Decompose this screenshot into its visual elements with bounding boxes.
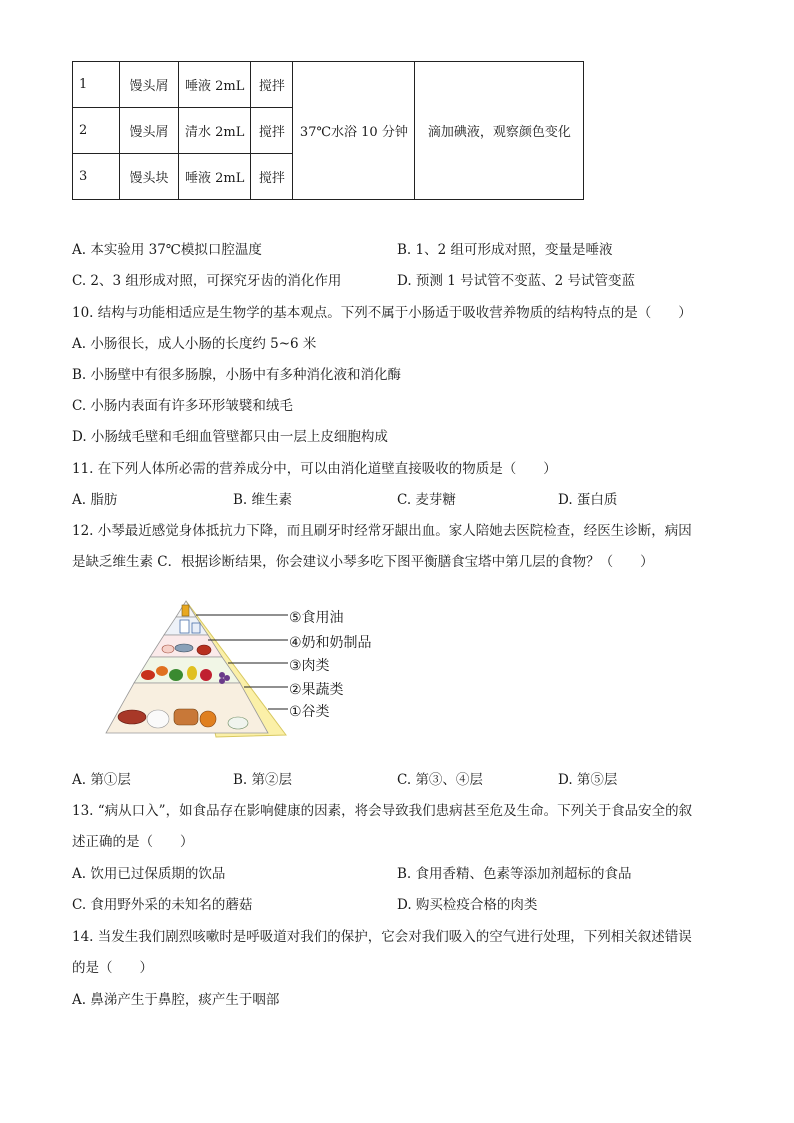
q14-option-a[interactable]: A. 鼻涕产生于鼻腔，痰产生于咽部 — [72, 992, 280, 1008]
observation-cell: 滴加碘液，观察颜色变化 — [415, 62, 584, 200]
tube-number: 1 — [73, 62, 120, 108]
q13-option-b[interactable]: B. 食用香精、色素等添加剂超标的食品 — [397, 866, 632, 882]
q11-stem: 11. 在下列人体所必需的营养成分中，可以由消化道壁直接吸收的物质是（ ） — [72, 461, 557, 477]
q10-option-c[interactable]: C. 小肠内表面有许多环形皱襞和绒毛 — [72, 398, 293, 414]
q14-stem-line1: 14. 当发生我们剧烈咳嗽时是呼吸道对我们的保护，它会对我们吸入的空气进行处理，下列相关叙述错误 — [72, 929, 692, 945]
q13-option-d[interactable]: D. 购买检疫合格的肉类 — [397, 897, 538, 913]
food-sample: 馒头屑 — [120, 62, 179, 108]
operation: 搅拌 — [251, 62, 293, 108]
pyramid-label-fruits-vegetables: ②果蔬类 — [289, 682, 344, 698]
q9-option-c[interactable]: C. 2、3 组形成对照，可探究牙齿的消化作用 — [72, 273, 342, 289]
operation: 搅拌 — [251, 108, 293, 154]
q10-option-a[interactable]: A. 小肠很长，成人小肠的长度约 5~6 米 — [72, 336, 317, 352]
table-row — [73, 62, 584, 108]
liquid-added: 清水 2mL — [179, 108, 251, 154]
liquid-added: 唾液 2mL — [179, 154, 251, 200]
q14-stem-line2: 的是（ ） — [72, 960, 153, 976]
condition-cell: 37℃水浴 10 分钟 — [293, 62, 415, 200]
q10-option-d[interactable]: D. 小肠绒毛壁和毛细血管壁都只由一层上皮细胞构成 — [72, 429, 388, 445]
q10-option-b[interactable]: B. 小肠壁中有很多肠腺，小肠中有多种消化液和消化酶 — [72, 367, 402, 383]
q11-option-a[interactable]: A. 脂肪 — [72, 492, 118, 508]
q10-stem: 10. 结构与功能相适应是生物学的基本观点。下列不属于小肠适于吸收营养物质的结构特点的是（ ） — [72, 305, 692, 321]
q12-option-d[interactable]: D. 第⑤层 — [558, 772, 618, 788]
q12-option-a[interactable]: A. 第①层 — [72, 772, 131, 788]
q13-stem-line2: 述正确的是（ ） — [72, 834, 194, 850]
q12-stem-line2: 是缺乏维生素 C．根据诊断结果，你会建议小琴多吃下图平衡膳食宝塔中第几层的食物？（ ） — [72, 554, 654, 570]
pyramid-label-meat: ③肉类 — [289, 658, 330, 674]
liquid-added: 唾液 2mL — [179, 62, 251, 108]
food-sample: 馒头屑 — [120, 108, 179, 154]
q13-stem-line1: 13. “病从口入”，如食品存在影响健康的因素，将会导致我们患病甚至危及生命。下列关于食品安全的叙 — [72, 803, 693, 819]
q11-option-b[interactable]: B. 维生素 — [233, 492, 293, 508]
tube-number: 3 — [73, 154, 120, 200]
q9-option-b[interactable]: B. 1、2 组可形成对照，变量是唾液 — [397, 242, 613, 258]
q9-option-a[interactable]: A. 本实验用 37℃模拟口腔温度 — [72, 242, 262, 258]
tube-number: 2 — [73, 108, 120, 154]
q9-option-d[interactable]: D. 预测 1 号试管不变蓝、2 号试管变蓝 — [397, 273, 635, 289]
operation: 搅拌 — [251, 154, 293, 200]
pyramid-label-dairy: ④奶和奶制品 — [289, 635, 372, 651]
experiment-table — [72, 61, 584, 200]
food-sample: 馒头块 — [120, 154, 179, 200]
pyramid-label-oil: ⑤食用油 — [289, 610, 344, 626]
q13-option-a[interactable]: A. 饮用已过保质期的饮品 — [72, 866, 226, 882]
q11-option-c[interactable]: C. 麦芽糖 — [397, 492, 456, 508]
q12-stem-line1: 12. 小琴最近感觉身体抵抗力下降，而且刷牙时经常牙龈出血。家人陪她去医院检查，经医生诊断，病因 — [72, 523, 692, 539]
q12-option-b[interactable]: B. 第②层 — [233, 772, 293, 788]
q11-option-d[interactable]: D. 蛋白质 — [558, 492, 618, 508]
pyramid-label-grains: ①谷类 — [289, 704, 330, 720]
q12-option-c[interactable]: C. 第③、④层 — [397, 772, 483, 788]
q13-option-c[interactable]: C. 食用野外采的未知名的蘑菇 — [72, 897, 253, 913]
